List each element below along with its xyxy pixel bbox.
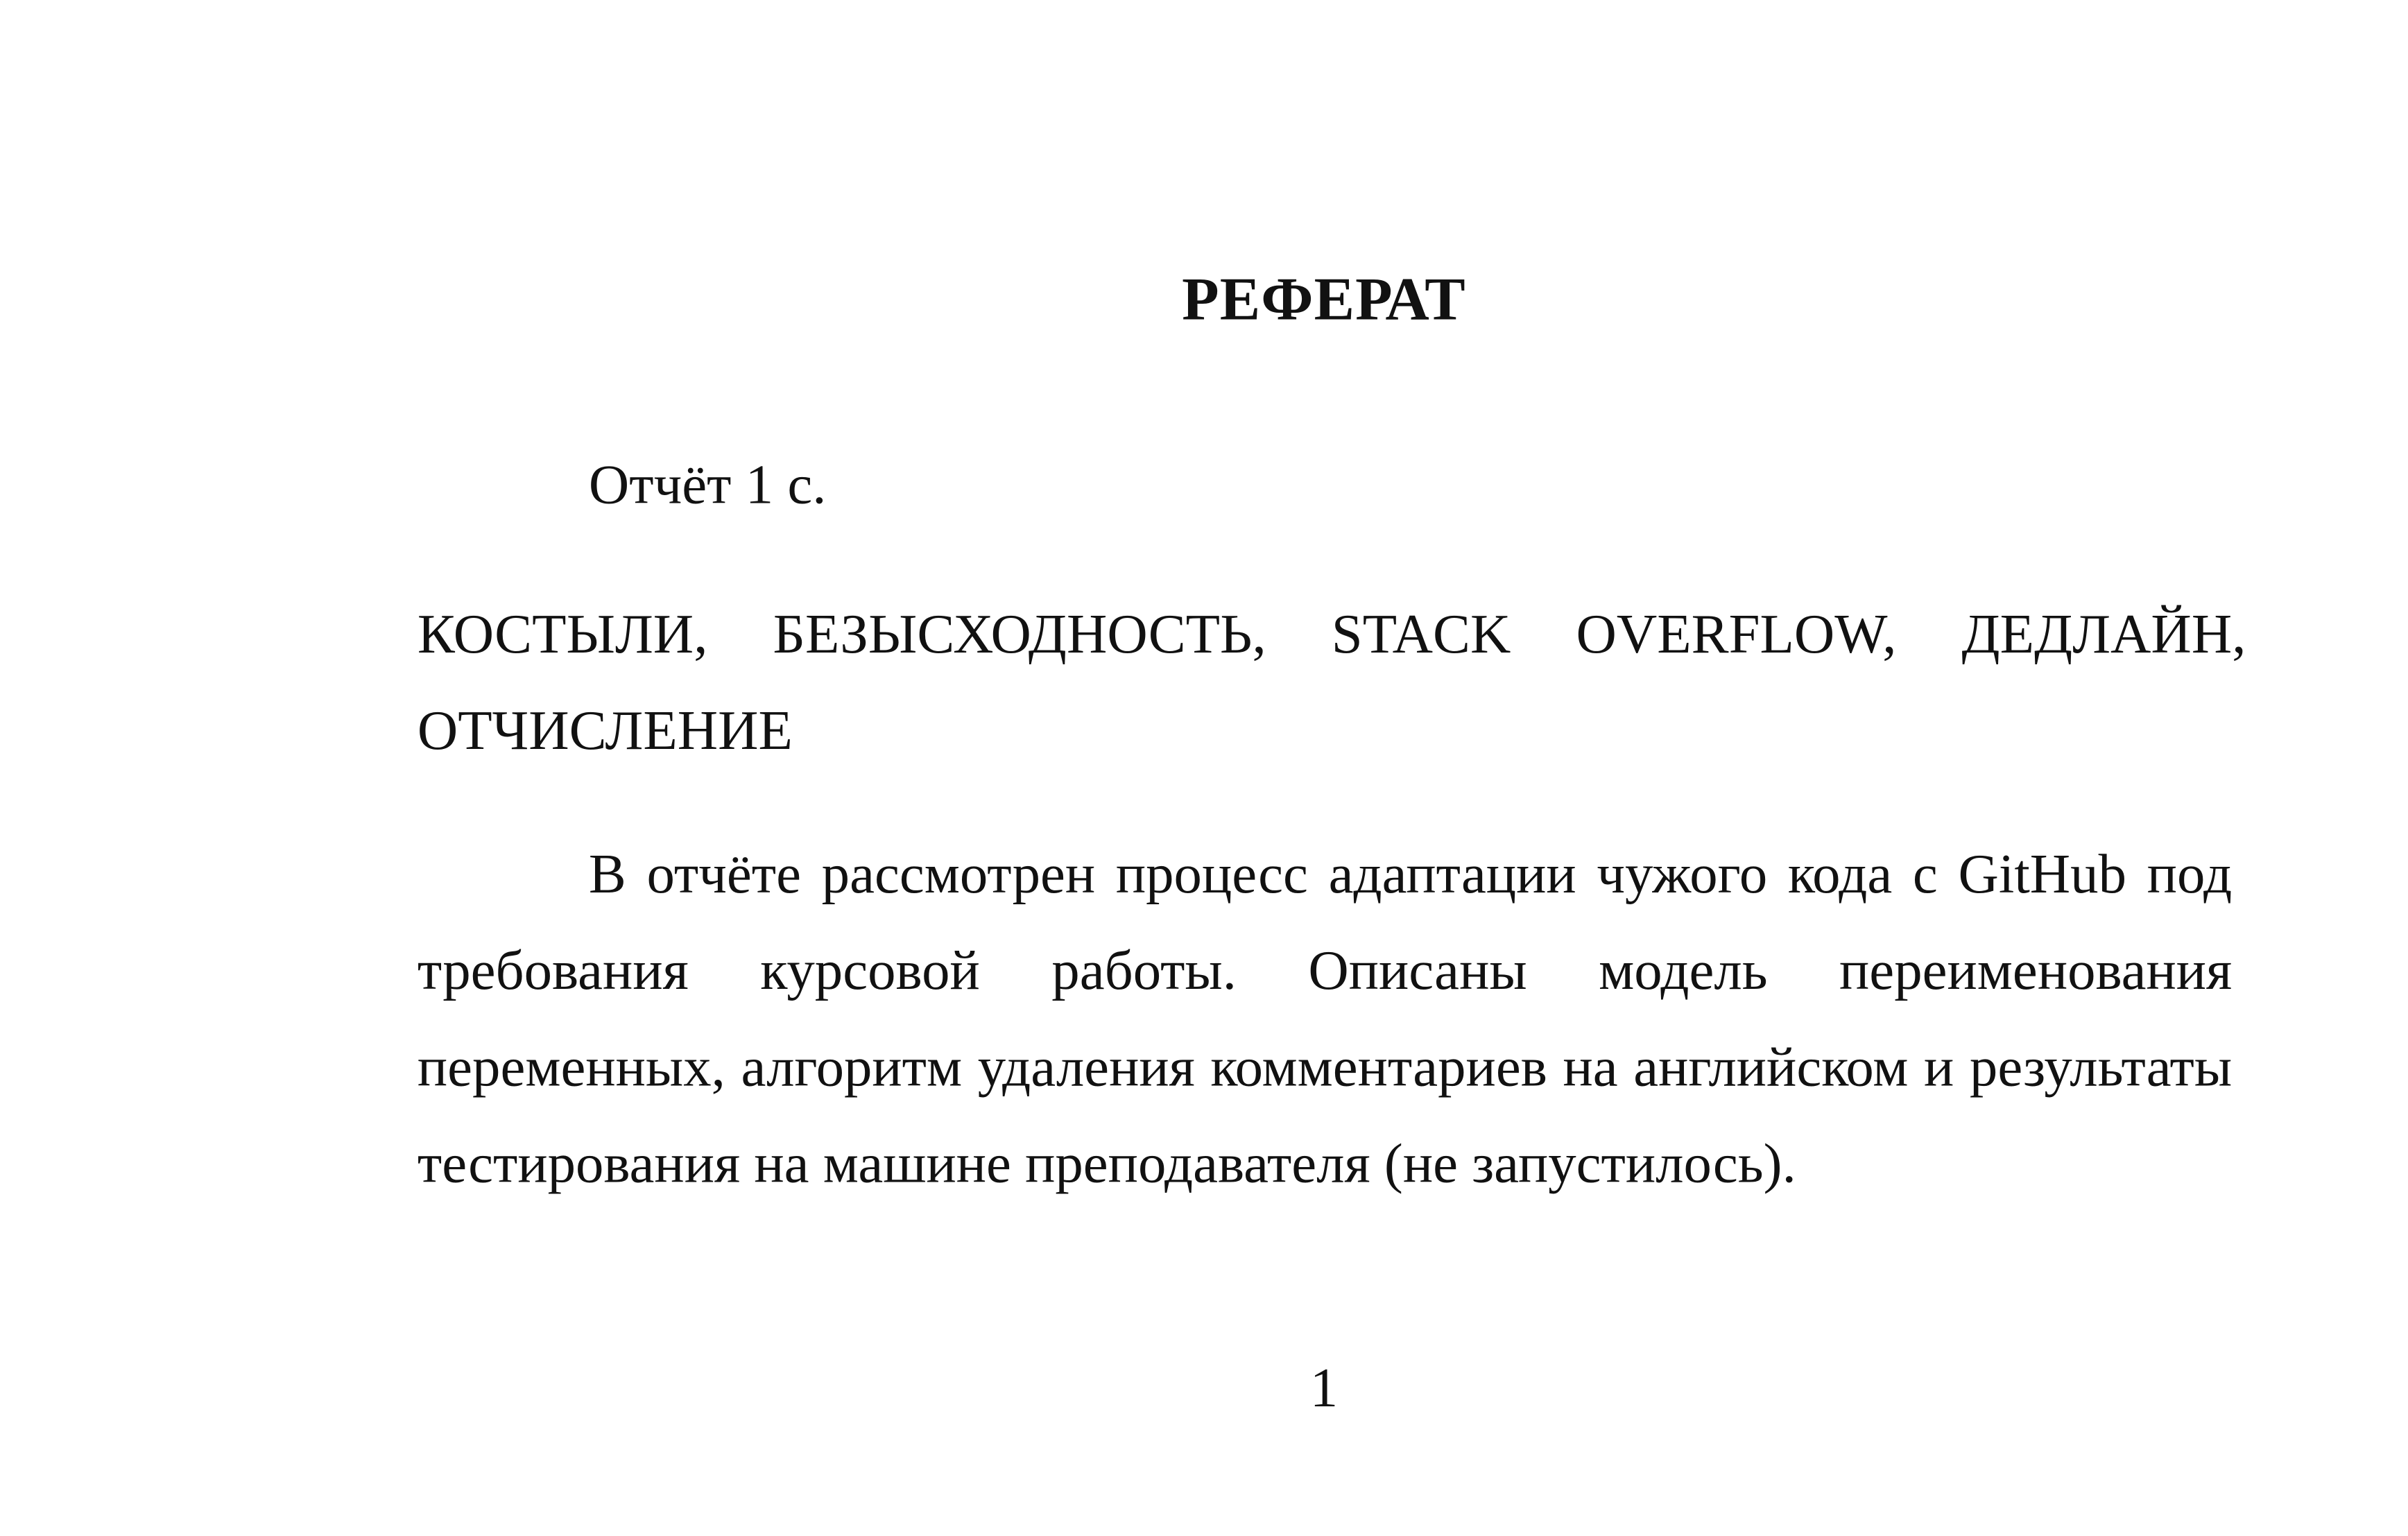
report-info: Отчёт 1 с.: [588, 453, 827, 516]
abstract-text: В отчёте рассмотрен процесс адаптации чужого кода с GitHub под требования курсовой работы. Описаны модель переименования переменных, алгоритм удаления комментариев на английском и результаты тестирования на машине преподавателя (не запустилось).: [417, 842, 2233, 1195]
keywords: КОСТЫЛИ, БЕЗЫСХОДНОСТЬ, STACK OVERFLOW, ДЕДЛАЙН, ОТЧИСЛЕНИЕ: [417, 603, 2246, 762]
page-number: 1: [1309, 1356, 1339, 1419]
page-title: РЕФЕРАТ: [1182, 266, 1466, 334]
